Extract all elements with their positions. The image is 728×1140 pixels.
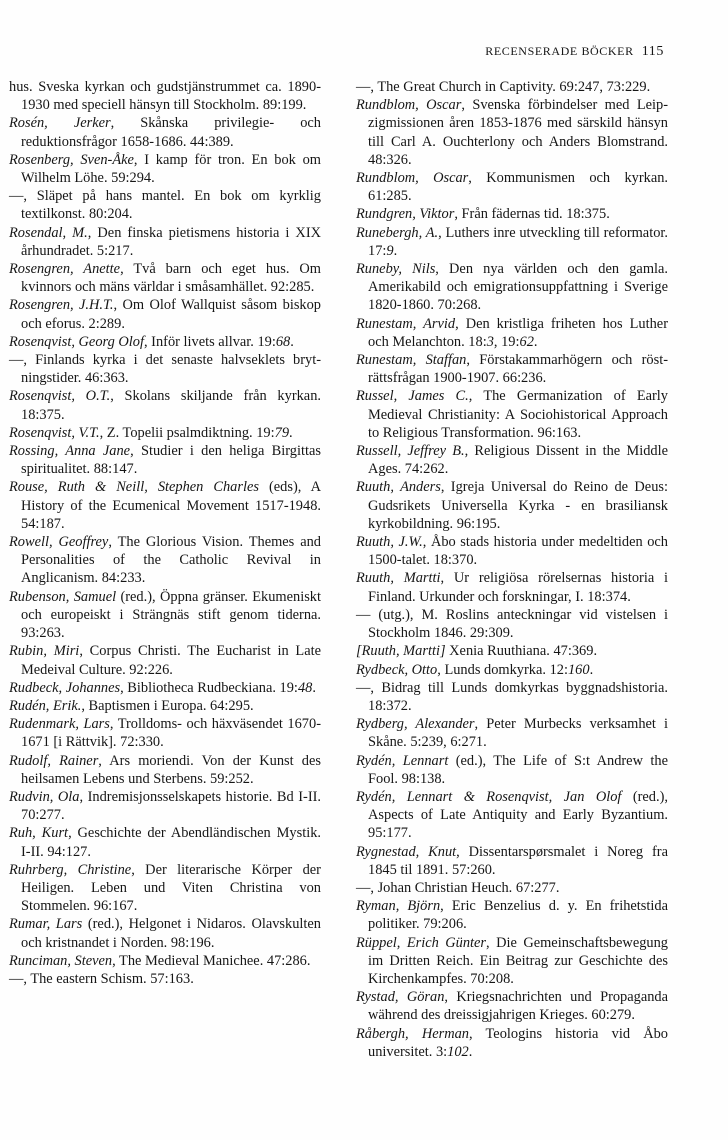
entry-author: Rundblom, Oscar xyxy=(356,170,469,187)
entry-text: —, Bidrag till Lunds domkyrkas byggnadshistoria. 18:372. xyxy=(356,679,668,714)
index-entry xyxy=(9,224,321,260)
index-entry xyxy=(356,788,668,843)
entry-author: Rossing, Anna Jane xyxy=(9,443,131,460)
entry-author: Rudbeck, Johannes xyxy=(9,679,121,696)
entry-text: , Die Gemeinschaftsbewegung im Dritten Reich. Ein Beitrag zur Geschichte des Kirchenkampfes. 70:208. xyxy=(368,934,668,987)
entry-author: Rosén, Jerker xyxy=(9,115,111,132)
entry-author: Russell, Jeffrey B. xyxy=(356,443,465,460)
index-entry xyxy=(9,533,321,588)
entry-text: . xyxy=(468,1043,473,1060)
entry-text: —, The Great Church in Captivity. 69:247, 73:229. xyxy=(356,79,651,95)
index-entry xyxy=(356,606,668,642)
left-column xyxy=(9,78,321,988)
index-entry xyxy=(9,260,321,296)
index-entry xyxy=(9,351,321,387)
entry-text: , Dissentarspørsmalet i Noreg fra 1845 til 1891. 57:260. xyxy=(368,843,668,878)
index-entry xyxy=(9,824,321,860)
entry-author: Runebergh, A. xyxy=(356,224,439,241)
entry-author: Rüppel, Erich Günter xyxy=(356,934,487,951)
index-entry xyxy=(356,642,668,660)
entry-page-italic: 102 xyxy=(447,1043,469,1060)
entry-text: —, Johan Christian Heuch. 67:277. xyxy=(356,879,560,896)
entry-text: . xyxy=(393,242,398,259)
entry-author: Rosenqvist, Georg Olof xyxy=(9,333,144,350)
entry-text: , Kommunismen och kyrkan. 61:285. xyxy=(368,170,668,205)
index-entry xyxy=(9,697,321,715)
entry-author: Rydén, Lennart xyxy=(356,752,449,769)
index-entry xyxy=(356,260,668,315)
entry-text: , Två barn och eget hus. Om kvinnors och mäns världar i småsamhället. 92:285. xyxy=(21,261,321,296)
index-entry xyxy=(356,1025,668,1061)
index-entry xyxy=(9,588,321,643)
entry-text: , Den kristliga friheten hos Luther och Melanchton. 18: xyxy=(368,315,668,350)
entry-page-italic: 9 xyxy=(386,242,394,259)
entry-author: Runestam, Staffan xyxy=(356,352,467,369)
index-entry xyxy=(356,897,668,933)
entry-text: . xyxy=(289,424,293,441)
index-entry xyxy=(9,442,321,478)
entry-text: . xyxy=(533,333,538,350)
entry-text: , Bibliotheca Rudbeckiana. 19: xyxy=(120,679,298,696)
index-entry xyxy=(9,333,321,351)
index-entry xyxy=(356,96,668,169)
index-entry xyxy=(356,569,668,605)
index-entry xyxy=(356,934,668,989)
entry-text: , Skånska privilegie- och reduktionsfrågor 1658-1686. 44:389. xyxy=(21,115,321,150)
entry-author: Rosendal, M. xyxy=(9,224,88,241)
entry-author: Rumar, Lars xyxy=(9,916,83,933)
entry-text: (red.), Aspects of Late Antiquity and Early Byzantium. 95:177. xyxy=(368,788,668,842)
entry-text: . xyxy=(290,333,294,350)
entry-text: , Studier i den heliga Birgittas spiritualitet. 88:147. xyxy=(21,443,321,478)
entry-text: (ed.), The Life of S:t Andrew the Fool. 98:138. xyxy=(368,752,668,787)
entry-page-italic: 160 xyxy=(567,661,590,678)
entry-author: Rosenqvist, O.T. xyxy=(9,388,111,405)
entry-text: —, The eastern Schism. 57:163. xyxy=(9,970,194,987)
index-entry xyxy=(9,715,321,751)
entry-page-italic: 3 xyxy=(486,333,494,350)
entry-text: , Eric Benzelius d. y. En frihetstida politiker. 79:206. xyxy=(368,898,668,933)
entry-text: , Teologins historia vid Åbo universitet. 3: xyxy=(368,1025,668,1060)
entry-text: , The Glorious Vision. Themes and Personalities of the Catholic Revival in Anglicanism. 84:233. xyxy=(21,534,321,587)
index-entry xyxy=(356,988,668,1024)
index-entry xyxy=(356,351,668,387)
entry-text: , Förstakammarhögern och rösträttsfrågan 1900-1907. 66:236. xyxy=(368,352,668,387)
entry-text: , Corpus Christi. The Eucharist in Late Medeival Culture. 92:226. xyxy=(21,643,321,678)
entry-text: , Lunds domkyrka. 12: xyxy=(437,661,568,678)
entry-author: Ruuth, J.W. xyxy=(356,534,423,551)
entry-text: hus. Sveska kyrkan och gudstjänstrummet ca. 1890-1930 med speciell hänsyn till Stockholm. 89:199. xyxy=(9,79,321,114)
entry-author: Ruuth, Martti xyxy=(356,570,441,587)
entry-author: Rubin, Miri xyxy=(9,643,80,660)
entry-text: (red.), Öppna gränser. Ekumeniskt och europeiskt i Strängnäs stift genom tiderna. 93:263. xyxy=(21,588,321,642)
index-entry xyxy=(9,387,321,423)
entry-text: , Ars moriendi. Von der Kunst des heilsamen Lebens und Sterbens. 59:252. xyxy=(21,752,321,787)
entry-author: Rudvin, Ola xyxy=(9,788,80,805)
entry-author: Ryman, Björn xyxy=(356,898,441,915)
entry-author: Rundgren, Viktor xyxy=(356,206,455,223)
entry-author: Rydbeck, Otto xyxy=(356,661,438,678)
entry-text: , Åbo stads historia under medeltiden och 1500-talet. 18:370. xyxy=(368,534,668,569)
index-entry xyxy=(9,78,321,114)
index-entry xyxy=(356,661,668,679)
entry-author: Rydberg, Alexander xyxy=(356,716,475,733)
entry-text: Xenia Ruuthiana. 47:369. xyxy=(445,643,598,660)
entry-author: Rosengren, Anette xyxy=(9,261,121,278)
entry-text: , Igreja Universal do Reino de Deus: Gudsrikets Universella Kyrka - en brasiliansk kyrkobildning. 96:195. xyxy=(368,479,668,532)
entry-author: Rudolf, Rainer xyxy=(9,752,99,769)
right-column xyxy=(356,78,668,1061)
entry-text: . xyxy=(312,679,316,696)
entry-author: Runeby, Nils xyxy=(356,261,436,278)
index-entry xyxy=(9,970,321,988)
index-entry xyxy=(9,788,321,824)
entry-text: (red.), Helgonet i Nidaros. Olavskulten och kristnandet i Norden. 98:196. xyxy=(21,916,321,951)
index-entry xyxy=(356,478,668,533)
entry-page-italic: 68 xyxy=(275,333,291,350)
entry-text: , Svenska förbindelser med Leipzigmissionen åren 1853-1876 med särskild hänsyn till Carl A. Ouchterlony och Anders Blomstrand. 48:326. xyxy=(368,97,668,168)
entry-text: , Kriegsnachrichten und Propaganda während des dreissigjahrigen Krieges. 60:279. xyxy=(368,989,668,1024)
page-number: 115 xyxy=(641,44,664,59)
entry-text: . xyxy=(589,661,594,678)
entry-text: , Luthers inre utveckling till reformator. 17: xyxy=(368,224,668,259)
entry-author: Rundblom, Oscar xyxy=(356,97,462,114)
entry-author: Ruhrberg, Christine xyxy=(9,861,132,878)
index-entry xyxy=(356,224,668,260)
entry-text: — (utg.), M. Roslins anteckningar vid vistelsen i Stockholm 1846. 29:309. xyxy=(356,606,668,642)
index-entry xyxy=(9,151,321,187)
entry-page-italic: 48 xyxy=(297,679,313,696)
entry-text: , Indremisjonsselskapets historie. Bd I-II. 70:277. xyxy=(21,788,322,824)
entry-author: Rowell, Geoffrey xyxy=(9,534,109,551)
entry-author: Rosenqvist, V.T. xyxy=(9,424,100,441)
entry-text: , Geschichte der Abendländischen Mystik. I-II. 94:127. xyxy=(21,825,321,860)
index-entry xyxy=(9,679,321,697)
entry-text: , Der literarische Körper der Heiligen. Leben und Viten Christina von Stommelen. 96:167. xyxy=(21,861,321,915)
entry-author: Rubenson, Samuel xyxy=(9,588,117,605)
entry-author: Rygnestad, Knut xyxy=(356,843,457,860)
entry-text: , Den finska pietismens historia i XIX århundradet. 5:217. xyxy=(21,224,322,259)
header-title: RECENSERADE BÖCKER xyxy=(485,44,634,58)
index-entry xyxy=(356,442,668,478)
entry-author: Ruh, Kurt xyxy=(9,825,69,842)
index-entry xyxy=(356,387,668,442)
entry-text: , The Medieval Manichee. 47:286. xyxy=(112,952,311,969)
entry-text: , Om Olof Wallquist såsom biskop och eforus. 2:289. xyxy=(21,297,322,332)
entry-author: Runestam, Arvid xyxy=(356,315,456,332)
running-header xyxy=(485,44,664,60)
index-entry xyxy=(356,715,668,751)
index-entry xyxy=(356,205,668,223)
entry-author: Rudenmark, Lars xyxy=(9,716,110,733)
entry-text: , The Germanization of Early Medieval Christianity: A Sociohistorical Approach to Religious Transformation. 96:163. xyxy=(368,388,668,441)
entry-page-italic: 62 xyxy=(519,333,534,350)
entry-text: , Religious Dissent in the Middle Ages. 74:262. xyxy=(368,443,668,478)
entry-author: Rystad, Göran xyxy=(356,989,445,1006)
index-entry xyxy=(9,752,321,788)
index-entry xyxy=(356,533,668,569)
entry-author: Rosengren, J.H.T. xyxy=(9,297,114,314)
entry-author: [Ruuth, Martti] xyxy=(356,643,446,660)
index-entry xyxy=(9,187,321,223)
entry-text: , Trolldoms- och häxväsendet 1670-1671 [i Rättvik]. 72:330. xyxy=(21,716,321,751)
entry-text: , Ur religiösa rörelsernas historia i Finland. Urkunder och forskningar, I. 18:374. xyxy=(368,570,668,605)
index-entry xyxy=(356,879,668,897)
index-entry xyxy=(9,424,321,442)
index-entry xyxy=(356,679,668,715)
entry-author: Russel, James C. xyxy=(356,388,469,405)
entry-author: Rudén, Erik. xyxy=(9,697,82,714)
index-entry xyxy=(356,315,668,351)
entry-page-italic: 79 xyxy=(274,424,290,441)
entry-author: Ruuth, Anders xyxy=(356,479,441,496)
entry-text: , Baptismen i Europa. 64:295. xyxy=(81,697,254,714)
entry-author: Råbergh, Herman xyxy=(356,1025,469,1042)
index-entry xyxy=(9,114,321,150)
index-entry xyxy=(356,78,668,96)
index-entry xyxy=(356,752,668,788)
entry-author: Rydén, Lennart & Rosenqvist, Jan Olof xyxy=(356,788,622,805)
entry-text: —, Släpet på hans mantel. En bok om kyrklig textilkonst. 80:204. xyxy=(9,188,321,223)
index-entry xyxy=(356,169,668,205)
index-entry xyxy=(356,843,668,879)
entry-text: , I kamp för tron. En bok om Wilhelm Löhe. 59:294. xyxy=(21,151,321,187)
entry-author: Rosenberg, Sven-Åke xyxy=(9,151,134,168)
entry-text: , Skolans skiljande från kyrkan. 18:375. xyxy=(21,388,321,423)
index-entry xyxy=(9,642,321,678)
entry-text: , Z. Topelii psalmdiktning. 19: xyxy=(99,424,275,441)
index-entry xyxy=(9,952,321,970)
index-entry xyxy=(9,861,321,916)
index-entry xyxy=(9,478,321,533)
index-entry xyxy=(9,296,321,332)
entry-text: (eds), A History of the Ecumenical Movement 1517-1948. 54:187. xyxy=(21,479,321,532)
entry-text: , Från fädernas tid. 18:375. xyxy=(454,206,610,223)
entry-text: , Peter Murbecks verksamhet i Skåne. 5:239, 6:271. xyxy=(368,716,669,751)
entry-text: , Den nya världen och den gamla. Amerikabild och emigrationsuppfattning i Sverige 1820-1860. 70:268. xyxy=(368,261,668,314)
entry-author: Rouse, Ruth & Neill, Stephen Charles xyxy=(9,479,259,496)
entry-author: Runciman, Steven xyxy=(9,952,113,969)
entry-text: , Inför livets allvar. 19: xyxy=(143,333,276,350)
index-entry xyxy=(9,915,321,951)
entry-text: , 19: xyxy=(493,333,520,350)
entry-text: —, Finlands kyrka i det senaste halvseklets brytningstider. 46:363. xyxy=(9,352,321,387)
